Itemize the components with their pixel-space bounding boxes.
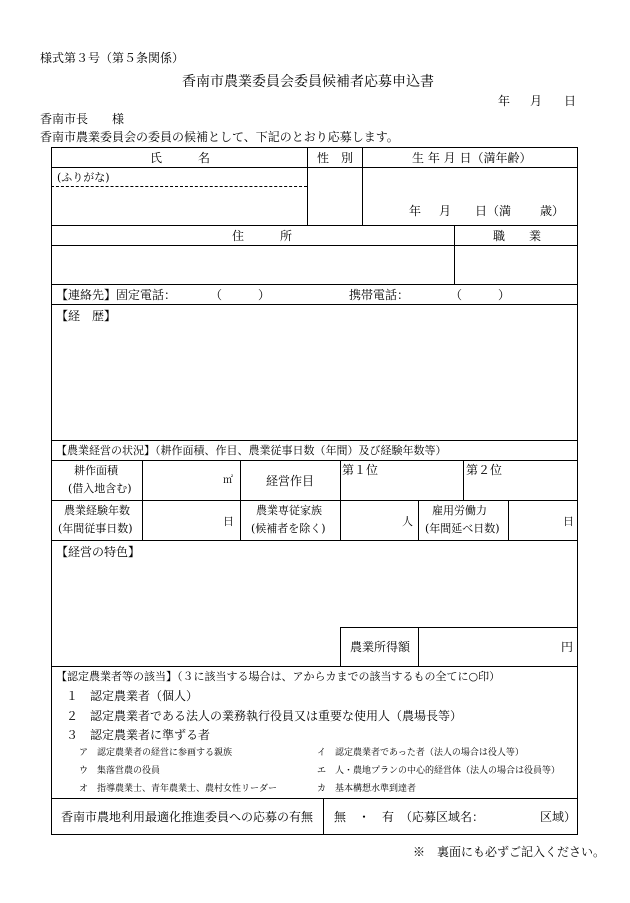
experience-unit: 日 [223,515,234,528]
labor-unit: 日 [563,515,574,528]
birth-year-label: 年 [409,204,422,218]
contact-label: 【連絡先】固定電話： [56,288,177,302]
col-line [418,500,419,540]
row-line [51,440,578,441]
experience-label: 農業経験年数 [64,504,130,517]
birth-day-label: 日（満 [475,204,512,218]
mobile-paren-open: （ [450,288,463,302]
family-label: 農業専従家族 [256,504,322,517]
address-header: 住 所 [232,229,293,243]
certified-sub-ka: カ 基本構想水準到達者 [317,784,417,794]
col-line [362,147,363,225]
promotion-close: 区域） [540,810,577,824]
certified-item-2: ２ 認定農業者である法人の業務執行役員又は重要な使用人（農場長等） [66,709,463,723]
promotion-label: 香南市農地利用最適化推進委員への応募の有無 [61,810,314,824]
mobile-label: 携帯電話： [349,288,410,302]
col-line [307,147,308,225]
date-month-label: 月 [530,94,543,108]
row-line [51,304,578,305]
occupation-header: 職 業 [493,229,542,243]
row-line [51,284,578,285]
family-unit: 人 [402,515,413,528]
income-unit: 円 [561,640,574,654]
row-line [51,666,578,667]
area-label: 耕作面積 [74,464,118,477]
crop-rank-1: 第１位 [342,463,379,477]
labor-sublabel: (年間延べ日数) [425,522,500,535]
furigana-label: (ふりがな) [57,171,110,184]
certified-sub-o: オ 指導農業士、青年農業士、農村女性リーダー [79,784,278,794]
col-line [418,627,419,666]
row-line [51,245,578,246]
addressee: 香南市長 様 [40,112,125,126]
phone-paren-close: ） [258,288,271,302]
col-line [340,460,341,540]
row-line [51,500,578,501]
certified-item-1: １ 認定農業者（個人） [66,689,199,703]
col-line [142,460,143,540]
row-line [51,225,578,226]
furigana-divider [51,186,307,187]
labor-label: 雇用労働力 [432,504,487,517]
birth-header: 生 年 月 日（満年齢） [412,151,532,165]
date-day-label: 日 [564,94,577,108]
features-label: 【経営の特色】 [56,545,141,559]
income-label: 農業所得額 [350,640,411,654]
form-number: 様式第３号（第５条関係） [40,51,185,65]
footer-note: ※ 裏面にも必ずご記入ください。 [413,845,606,859]
area-sublabel: (借入地含む) [68,482,132,495]
gender-header: 性 別 [317,151,354,165]
phone-paren-open: （ [210,288,223,302]
certified-sub-u: ウ 集落営農の役員 [79,766,161,776]
row-line [51,540,578,541]
name-header: 氏 名 [150,151,211,165]
date-year-label: 年 [498,94,511,108]
certified-sub-i: イ 認定農業者であった者（法人の場合は役人等） [317,748,524,758]
row-line [51,167,578,168]
row-line [340,627,578,628]
certified-sub-a: ア 認定農業者の経営に参画する親族 [79,748,233,758]
col-line [454,225,455,284]
certified-sub-e: エ 人・農地プランの中心的経営体（法人の場合は役員等） [317,766,561,776]
col-line [323,798,324,835]
crops-label: 経営作目 [266,474,315,488]
experience-sublabel: (年間従事日数) [58,522,133,535]
row-line [51,460,578,461]
promotion-choice: 無 ・ 有 （応募区域名： [334,810,485,824]
birth-month-label: 月 [439,204,452,218]
area-unit: ㎡ [223,475,233,486]
birth-age-label: 歳） [540,204,565,218]
crop-rank-2: 第２位 [466,463,503,477]
intro-text: 香南市農業委員会の委員の候補として、下記のとおり応募します。 [40,130,399,144]
mobile-paren-close: ） [498,288,511,302]
farm-section-label: 【農業経営の状況】（耕作面積、作目、農業従事日数（年間）及び経験年数等） [56,444,447,457]
certified-item-3: ３ 認定農業者に準ずる者 [66,728,211,742]
row-line [51,798,578,799]
col-line [463,460,464,500]
page-title: 香南市農業委員会委員候補者応募申込書 [182,74,434,90]
col-line [508,500,509,540]
family-sublabel: (候補者を除く) [251,522,326,535]
history-label: 【経 歴】 [56,309,117,323]
certified-section-label: 【認定農業者等の該当】（３に該当する場合は、アからカまでの該当するもの全てに○印） [56,670,501,683]
col-line [340,627,341,666]
col-line [240,460,241,540]
